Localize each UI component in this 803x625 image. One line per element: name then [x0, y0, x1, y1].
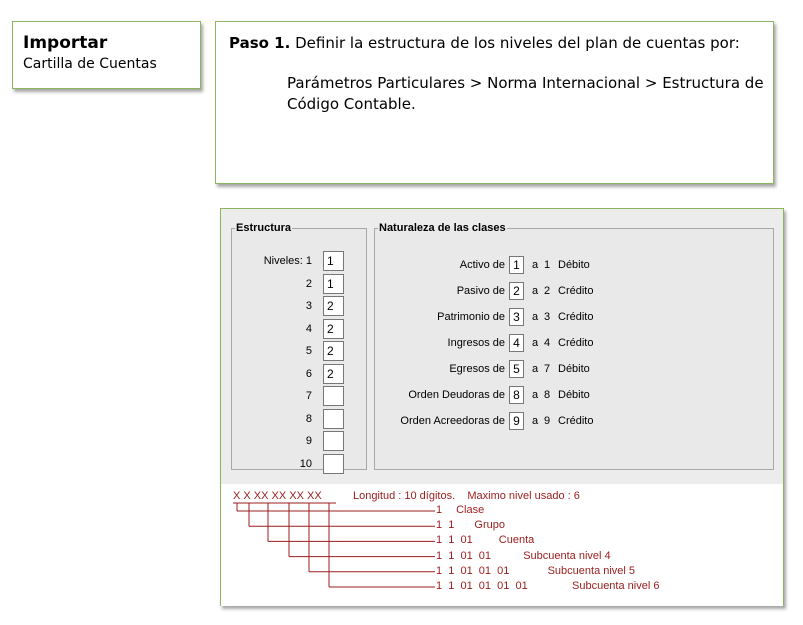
class-label: Orden Deudoras de	[408, 389, 505, 401]
level-8-digits-input[interactable]	[323, 409, 344, 429]
range-connector: a	[532, 389, 539, 401]
class-label: Ingresos de	[447, 337, 505, 349]
code-preview	[221, 484, 783, 606]
section-card	[12, 21, 201, 89]
class-to-value: 3	[543, 311, 551, 323]
tree-level-name: Cuenta	[498, 534, 535, 547]
level-5-digits-input[interactable]: 2	[323, 341, 344, 361]
class-label: Patrimonio de	[437, 311, 505, 323]
range-connector: a	[532, 415, 539, 427]
level-label: 3	[305, 300, 312, 312]
level-label: 6	[305, 367, 312, 380]
tree-code: 1	[436, 504, 443, 516]
class-nature-type: Débito	[558, 363, 590, 375]
tree-code: 1 1 01 01 01	[436, 564, 510, 577]
class-from-input[interactable]: 5	[509, 360, 524, 378]
tree-level-name: Clase	[456, 504, 485, 516]
section-subtitle: Cartilla de Cuentas	[23, 56, 157, 72]
level-number: 1	[305, 255, 312, 267]
class-to-value: 8	[543, 389, 551, 401]
estructura-group	[231, 223, 367, 470]
tree-code: 1 1 01 01 01 01	[436, 580, 528, 592]
tree-code: 1 1	[436, 519, 455, 532]
range-connector: a	[532, 363, 539, 375]
class-nature-type: Crédito	[558, 337, 594, 349]
tree-level-name: Subcuenta nivel 4	[523, 549, 611, 562]
step-label: Paso 1.	[229, 34, 291, 52]
step-heading	[229, 33, 760, 53]
step-text: Definir la estructura de los niveles del plan de cuentas por:	[295, 34, 740, 52]
level-10-digits-input[interactable]	[323, 454, 344, 474]
levels-prefix: Niveles:	[263, 255, 303, 267]
class-nature-type: Débito	[558, 259, 590, 271]
level-label: 10	[299, 457, 312, 470]
range-connector: a	[532, 311, 539, 323]
class-label: Pasivo de	[456, 285, 505, 297]
step-card	[215, 21, 774, 184]
naturaleza-group	[374, 223, 774, 470]
level-1-digits-input[interactable]: 1	[323, 251, 344, 271]
range-connector: a	[532, 259, 539, 271]
tree-level-name: Subcuenta nivel 6	[572, 580, 660, 592]
class-from-input[interactable]: 8	[509, 386, 524, 404]
level-label: 9	[305, 435, 312, 447]
level-4-digits-input[interactable]: 2	[323, 319, 344, 339]
range-connector: a	[532, 285, 539, 297]
level-label	[232, 254, 312, 268]
estructura-legend: Estructura	[236, 222, 292, 234]
level-label: 8	[305, 412, 312, 425]
structure-panel	[220, 208, 784, 606]
class-to-value: 1	[543, 259, 551, 271]
level-7-digits-input[interactable]	[323, 386, 344, 406]
range-connector: a	[532, 337, 539, 349]
class-nature-type: Crédito	[558, 415, 594, 427]
naturaleza-legend: Naturaleza de las clases	[379, 222, 506, 234]
class-nature-type: Débito	[558, 389, 590, 401]
code-info: Longitud : 10 dígitos. Maximo nivel usado : 6	[353, 490, 580, 502]
level-9-digits-input[interactable]	[323, 431, 344, 451]
tree-code: 1 1 01 01	[436, 549, 492, 562]
class-from-input[interactable]: 2	[509, 282, 524, 300]
tree-level-name: Grupo	[474, 519, 505, 532]
class-label: Activo de	[459, 259, 505, 271]
class-to-value: 2	[543, 285, 551, 297]
class-from-input[interactable]: 1	[509, 256, 524, 274]
tree-code: 1 1 01	[436, 534, 473, 547]
class-nature-type: Crédito	[558, 285, 594, 297]
class-to-value: 4	[543, 337, 551, 349]
code-mask: X X XX XX XX XX	[233, 490, 322, 502]
class-to-value: 7	[543, 363, 551, 375]
class-label: Orden Acreedoras de	[400, 415, 505, 427]
section-title: Importar	[23, 33, 108, 53]
level-label: 7	[305, 390, 312, 402]
class-nature-type: Crédito	[558, 311, 594, 323]
level-2-digits-input[interactable]: 1	[323, 274, 344, 294]
tree-level-name: Subcuenta nivel 5	[547, 564, 636, 577]
level-label: 4	[305, 322, 312, 335]
level-label: 5	[305, 345, 312, 357]
level-3-digits-input[interactable]: 2	[323, 296, 344, 316]
level-label: 2	[305, 277, 312, 290]
menu-path: Parámetros Particulares > Norma Internacional > Estructura de Código Contable.	[287, 74, 764, 113]
level-6-digits-input[interactable]: 2	[323, 364, 344, 384]
class-from-input[interactable]: 4	[509, 334, 524, 352]
class-to-value: 9	[543, 415, 551, 427]
class-label: Egresos de	[449, 363, 505, 375]
class-from-input[interactable]: 9	[509, 412, 524, 430]
class-from-input[interactable]: 3	[509, 308, 524, 326]
